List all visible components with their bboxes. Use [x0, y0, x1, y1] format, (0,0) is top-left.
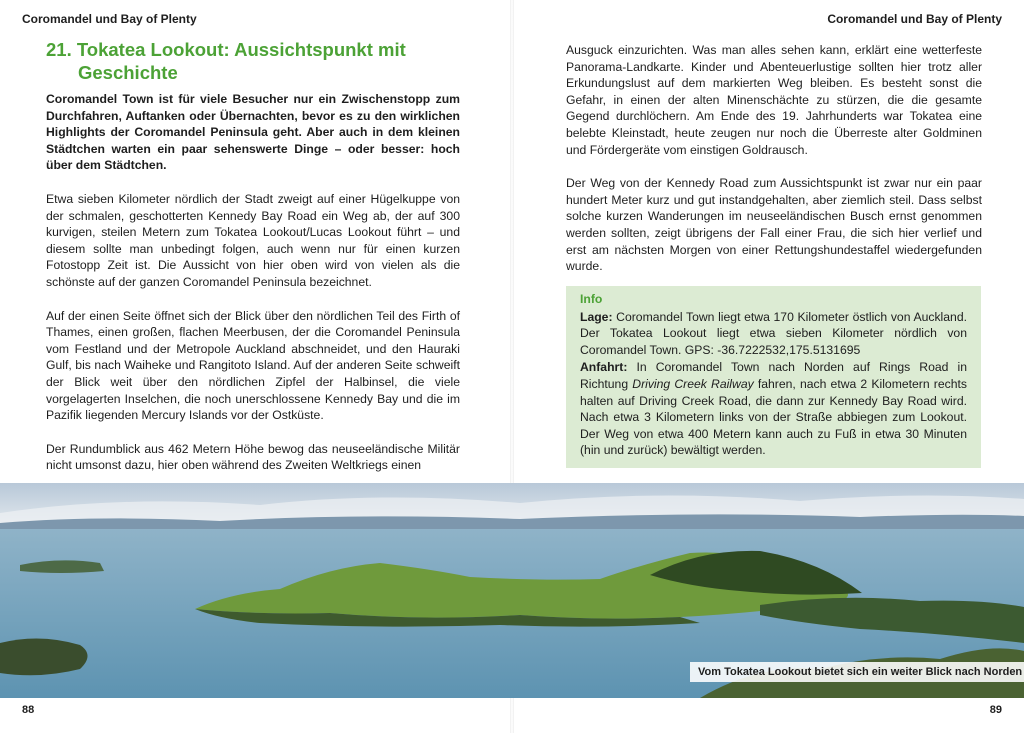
- info-title: Info: [580, 292, 603, 306]
- info-directions-label: Anfahrt:: [580, 360, 628, 375]
- photo-caption: Vom Tokatea Lookout bietet sich ein weiter Blick nach Norden: [690, 662, 1024, 682]
- right-column: [566, 42, 982, 292]
- info-location: [580, 309, 967, 359]
- running-head-left: Coromandel und Bay of Plenty: [22, 12, 197, 26]
- page-number-left: 88: [22, 704, 35, 716]
- info-directions-text-cont: fahren, nach etwa 2 Kilometern rechts halten auf Driving Creek Road, die dann zur Kennedy Bay Road wird. Nach etwa 3 Kilometern links von der Straße abbiegen zum Lookout. Der Weg von etwa 400 Metern kann auch zu Fuß in etwa 30 Minuten (hin und zurück) bewältigt werden.: [580, 376, 967, 458]
- left-foreground-shrub: [0, 638, 88, 675]
- body-paragraph: Der Weg von der Kennedy Road zum Aussichtspunkt ist zwar nur ein paar hundert Meter kurz und gut instandgehalten, aber ziemlich steil. Dass selbst solche kurzen Wanderungen im neuseeländischen Busch ernst genommen werden sollten, zeigt übrigens der Fall einer Frau, die sich hier verlief und erst am nächsten Morgen von einer Rettungshundestaffel wiedergefunden wurde.: [566, 176, 982, 274]
- info-location-text: Coromandel Town liegt etwa 170 Kilometer östlich von Auckland. Der Tokatea Lookout liegt etwa sieben Kilometer nördlich von Coromandel Town. GPS: -36.7222532,175.5131695: [580, 309, 967, 357]
- page-number-right: 89: [989, 704, 1002, 716]
- body-paragraph: Auf der einen Seite öffnet sich der Blick über den nördlichen Teil des Firth of Thames, einen großen, flachen Meerbusen, der die Coromandel Peninsula vom Festland und der Metropole Auckland abschneidet, und den Hauraki Gulf, bis nach Waiheke und Rangitoto Island. Auf der anderen Seite schweift der Blick weit über den nördlichen Zipfel der Halbinsel, die viele vorgelagerten Inselchen, die noch unerschlossene Kennedy Bay und die im Pazifik liegenden Mercury Islands vor der Ostküste.: [46, 308, 460, 423]
- article-heading: 21. Tokatea Lookout: Aussichtspunkt mit Geschichte: [46, 39, 406, 83]
- body-paragraph: Der Rundumblick aus 462 Metern Höhe bewog das neuseeländische Militär nicht umsonst dazu, hier oben während des Zweiten Weltkriegs einen: [46, 441, 460, 473]
- body-paragraph: Etwa sieben Kilometer nördlich der Stadt zweigt auf einer Hügelkuppe von der schmalen, geschotterten Kennedy Bay Road ein Weg ab, der auf 300 kurvigen, steilen Metern zum Tokatea Lookout/Lucas Lookout führt – und diesem sollte man unbedingt folgen, auch wenn nur für einen kurzen Fotostopp Zeit ist. Die Aussicht von hier oben wird von vielen als die schönste auf der ganzen Coromandel Peninsula bezeichnet.: [46, 191, 460, 289]
- info-box: [566, 286, 981, 468]
- info-directions-text: In Coromandel Town nach Norden auf Rings Road in Richtung: [580, 360, 967, 391]
- info-location-label: Lage:: [580, 309, 613, 324]
- running-head-right: Coromandel und Bay of Plenty: [827, 12, 1002, 26]
- lead-paragraph: Coromandel Town ist für viele Besucher nur ein Zwischenstopp zum Durchfahren, Auftanken oder Übernachten, bevor es zu den wirklichen Highlights der Coromandel Peninsula geht. Aber auch in dem kleinen Städtchen warten ein paar sehenswerte Dinge – oder besser: hoch über dem Städtchen.: [46, 92, 460, 173]
- info-directions-railway: Driving Creek Railway: [632, 376, 754, 391]
- body-paragraph: Ausguck einzurichten. Was man alles sehen kann, erklärt eine wetterfeste Panorama-Landkarte. Kinder und Abenteuerlustige sollten hier trotz aller Erkundungslust auf dem markierten Weg bleiben. Es besteht sonst die Gefahr, in einen der alten Minenschächte zu stürzen, die die gesamte Gegend durchlöchern. Am Ende des 19. Jahrhunderts war Tokatea eine belebte Kleinstadt, heute zeugen nur noch die Überreste alter Goldminen und Fördergeräte vom einstigen Goldrausch.: [566, 43, 982, 157]
- left-column: [46, 38, 460, 491]
- info-directions: [580, 359, 967, 459]
